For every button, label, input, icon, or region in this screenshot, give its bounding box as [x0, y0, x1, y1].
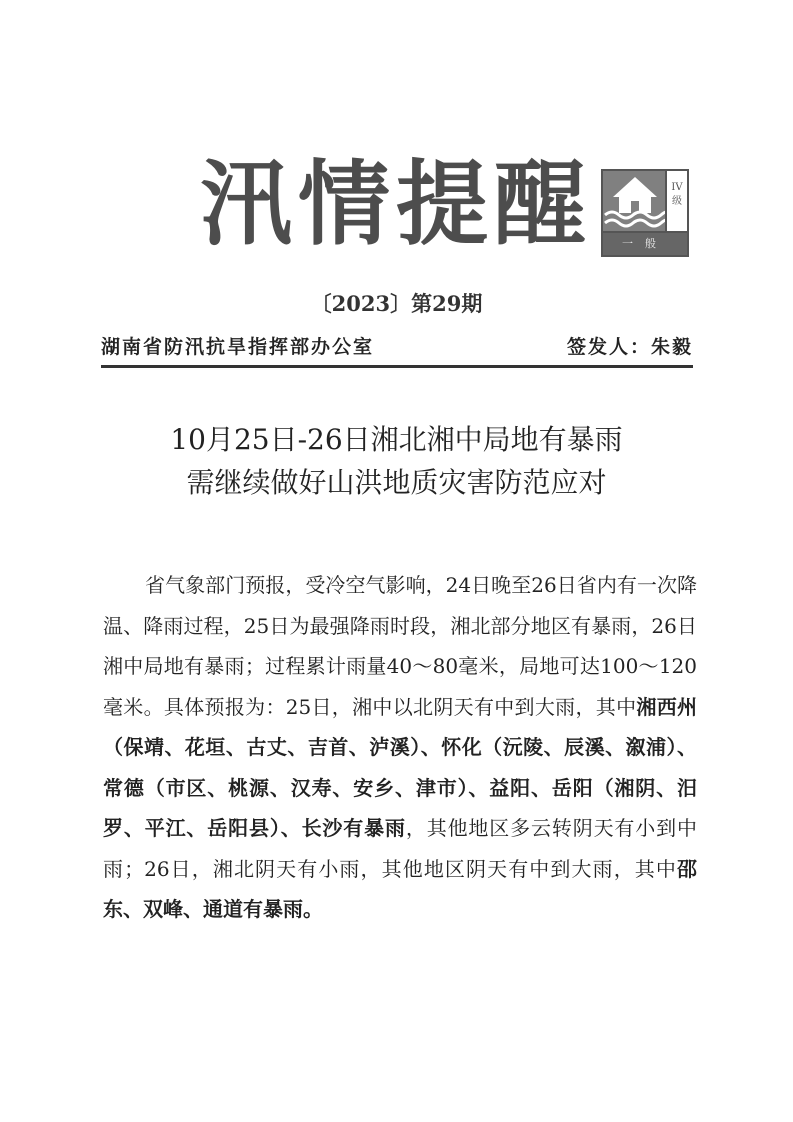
body-text-3: ，其他地区多云转阴天有小到中雨；26日，湘北阴天有小雨，其他地区阴天有中到大雨，其中 [103, 816, 698, 881]
masthead-title: 汛情提醒 [200, 151, 593, 258]
signer: 签发人：朱毅 [566, 336, 693, 358]
headline-line-1: 10月25日-26日湘北湘中局地有暴雨 [170, 423, 623, 456]
headline [0, 418, 793, 504]
body-text-4-bold: 邵东、双峰、通道有暴雨。 [103, 856, 697, 921]
issuing-office: 湖南省防汛抗旱指挥部办公室 [101, 336, 375, 358]
warning-grade: IV级 [665, 171, 687, 233]
warning-level-badge [601, 169, 689, 257]
warning-severity: 一般 [603, 231, 687, 255]
issue-number: 〔2023〕第29期 [310, 291, 483, 316]
body-text-1: 省气象部门预报，受冷空气影响，24日晚至26日省内有一次降温、降雨过程，25日为最强降雨时段，湘北部分地区有暴雨，26日湘中局地有暴雨；过程累计雨量40～80毫米，局地可达100～120毫米。具体预报为：25日，湘中以北阴天有中到大雨，其中 [103, 573, 697, 719]
body-paragraph [103, 565, 697, 930]
house-flood-icon [603, 171, 667, 233]
header-divider [101, 365, 693, 368]
meta-row [101, 332, 693, 362]
headline-line-2: 需继续做好山洪地质灾害防范应对 [186, 466, 607, 499]
body-text-2-bold: 湘西州（保靖、花垣、古丈、吉首、泸溪）、怀化（沅陵、辰溪、溆浦）、常德（市区、桃源、汉寿、安乡、津市）、益阳、岳阳（湘阴、汨罗、平江、岳阳县）、长沙有暴雨 [103, 694, 698, 840]
